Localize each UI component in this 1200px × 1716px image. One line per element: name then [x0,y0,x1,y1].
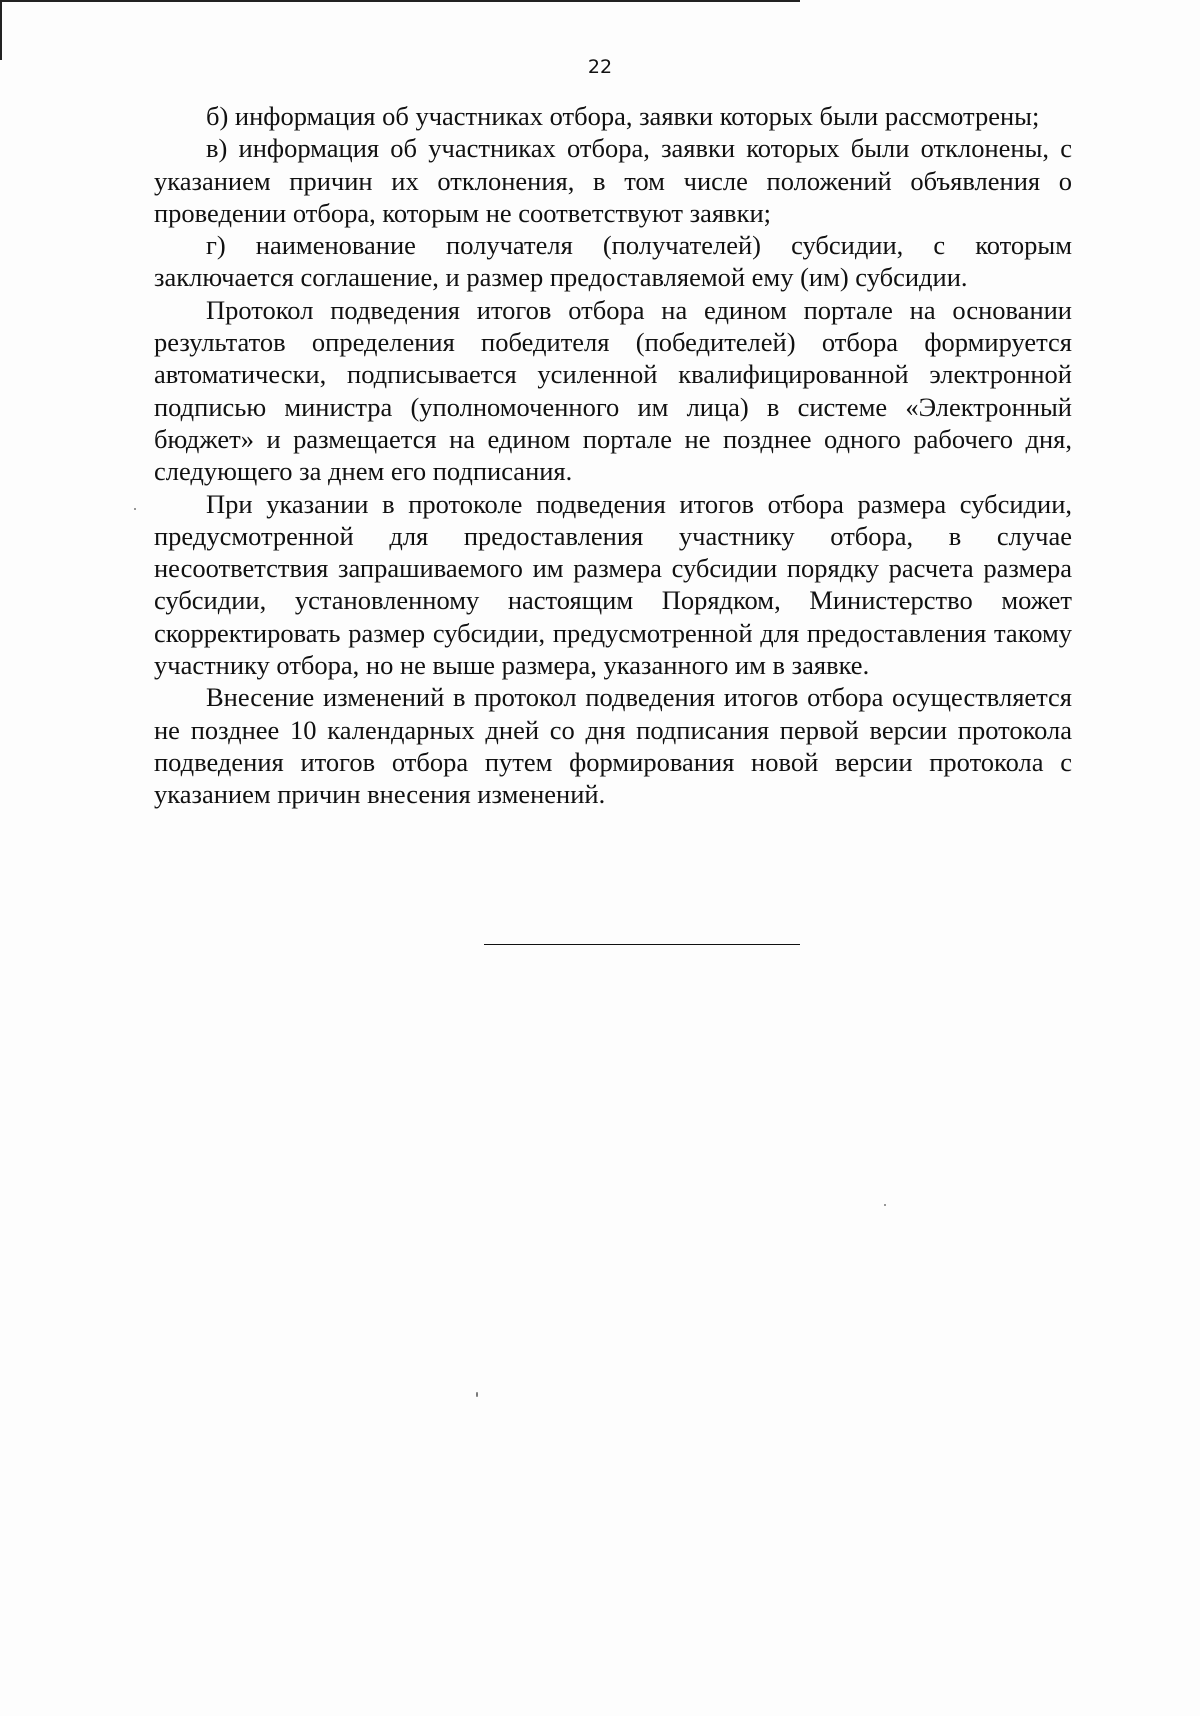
paragraph-item-v: в) информация об участниках отбора, заявки которых были отклонены, с указанием причин их отклонения, в том числе положений объявления о проведении отбора, которым не соответствуют заявки; [154,133,1072,228]
end-of-text-rule [484,944,800,945]
document-text [154,100,1072,811]
page-number: 22 [587,56,613,78]
scan-edge-top [0,0,800,2]
paragraph-protocol-signing: Протокол подведения итогов отбора на едином портале на основании результатов определения победителя (победителей) отбора формируется автоматически, подписывается усиленной квалифицированной электронной подписью министра (уполномоченного им лица) в системе «Электронный бюджет» и размещается на едином портале не позднее одного рабочего дня, следующего за днем его подписания. [154,294,1072,487]
paragraph-item-g: г) наименование получателя (получателей) субсидии, с которым заключается соглашение, и размер предоставляемой ему (им) субсидии. [154,230,1072,293]
scan-speck [476,1392,478,1397]
scan-speck [884,1204,886,1206]
paragraph-protocol-changes: Внесение изменений в протокол подведения итогов отбора осуществляется не позднее 10 календарных дней со дня подписания первой версии протокола подведения итогов отбора путем формирования новой версии протокола с указанием причин внесения изменений. [154,682,1072,810]
paragraph-subsidy-correction: При указании в протоколе подведения итогов отбора размера субсидии, предусмотренной для предоставления участнику отбора, в случае несоответствия запрашиваемого им размера субсидии порядку расчета размера субсидии, установленному настоящим Порядком, Министерство может скорректировать размер субсидии, предусмотренной для предоставления такому участнику отбора, но не выше размера, указанного им в заявке. [154,488,1072,681]
scan-speck [134,508,136,510]
paragraph-item-b: б) информация об участниках отбора, заявки которых были рассмотрены; [206,101,1040,131]
scan-edge-left [0,0,2,60]
